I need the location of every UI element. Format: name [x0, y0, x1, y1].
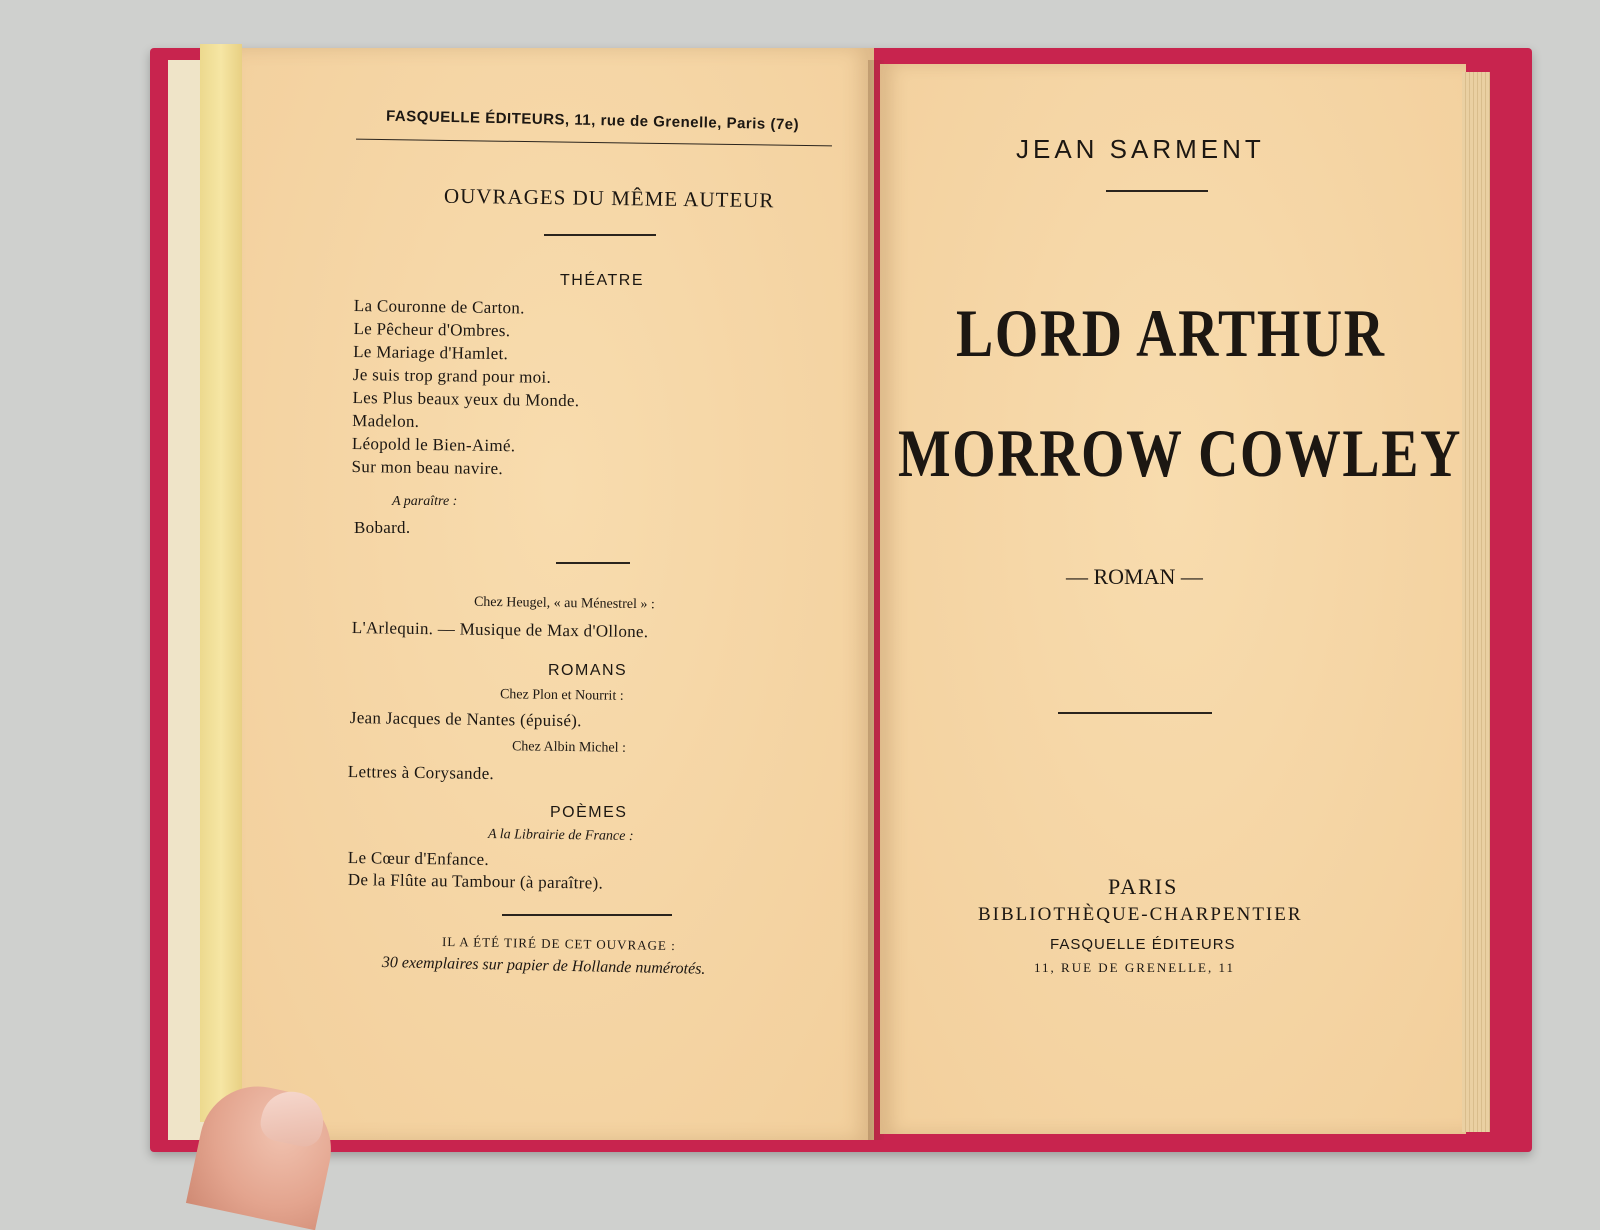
theatre-heading: THÉATRE [560, 272, 644, 289]
jean-jacques-item: Jean Jacques de Nantes (épuisé). [349, 708, 582, 731]
plon-publisher: Chez Plon et Nourrit : [499, 687, 624, 704]
list-item: Madelon. [352, 410, 420, 431]
publisher-address: 11, RUE DE GRENELLE, 11 [1034, 960, 1236, 975]
publisher-name: BIBLIOTHÈQUE-CHARPENTIER [978, 904, 1303, 925]
works-heading: OUVRAGES DU MÊME AUTEUR [443, 183, 775, 213]
left-page [242, 48, 874, 1140]
theatre-list [351, 294, 580, 481]
book-title-line2: MORROW COWLEY [898, 415, 1462, 491]
list-item: Les Plus beaux yeux du Monde. [352, 387, 580, 411]
section-rule [556, 562, 630, 564]
print-note-line2: 30 exemplaires sur papier de Hollande numérotés. [381, 954, 706, 978]
forthcoming-label: A paraître : [392, 494, 458, 509]
author-rule [1106, 190, 1208, 192]
page-edges [1462, 72, 1490, 1132]
heading-rule [544, 234, 656, 236]
poemes-heading: POÈMES [550, 804, 628, 821]
albin-michel-publisher: Chez Albin Michel : [511, 739, 627, 756]
list-item: Léopold le Bien-Aimé. [351, 433, 516, 456]
corysande-item: Lettres à Corysande. [347, 762, 495, 784]
flute-item: De la Flûte au Tambour (à paraître). [347, 870, 604, 893]
forthcoming-item: Bobard. [354, 518, 411, 537]
list-item: La Couronne de Carton. [353, 295, 525, 318]
print-note-line1: IL A ÉTÉ TIRÉ DE CET OUVRAGE : [441, 933, 676, 954]
heugel-publisher: Chez Heugel, « au Ménestrel » : [473, 594, 655, 613]
list-item: Le Mariage d'Hamlet. [353, 341, 509, 364]
list-item: Le Pêcheur d'Ombres. [353, 318, 511, 341]
list-item: Sur mon beau navire. [351, 456, 504, 479]
book-title-line1: LORD ARTHUR [956, 295, 1386, 371]
arlequin-item: L'Arlequin. — Musique de Max d'Ollone. [351, 618, 649, 642]
author-name: JEAN SARMENT [1016, 134, 1265, 164]
header-rule [356, 139, 832, 147]
genre-rule [1058, 712, 1212, 714]
coeur-item: Le Cœur d'Enfance. [347, 848, 490, 869]
librairie-publisher: A la Librairie de France : [487, 826, 634, 845]
yellow-flyleaf-edge [200, 44, 242, 1122]
city: PARIS [1108, 874, 1179, 899]
right-page [880, 64, 1466, 1134]
section-rule [502, 914, 672, 916]
list-item: Je suis trop grand pour moi. [352, 364, 552, 387]
romans-heading: ROMANS [548, 662, 628, 679]
imprint-name: FASQUELLE ÉDITEURS [1050, 936, 1236, 953]
publisher-header: FASQUELLE ÉDITEURS, 11, rue de Grenelle, Paris (7e) [385, 107, 800, 134]
genre-label: — ROMAN — [1066, 564, 1203, 589]
